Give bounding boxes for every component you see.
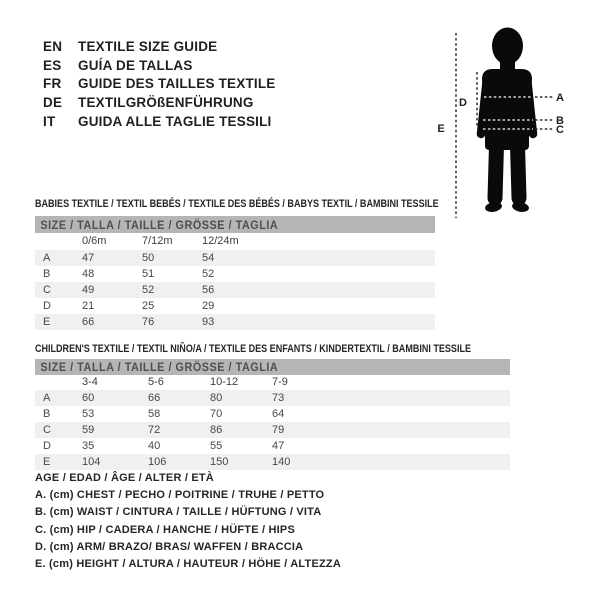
size-cell: 150: [210, 456, 229, 468]
language-label: GUÍA DE TALLAS: [78, 57, 193, 73]
size-cell: 51: [142, 268, 155, 280]
legend-height-line: E. (cm) HEIGHT / ALTURA / HAUTEUR / HÖHE / ALTEZZA: [35, 558, 341, 571]
language-label: GUIDE DES TAILLES TEXTILE: [78, 76, 276, 92]
language-row-fr: [43, 74, 276, 93]
size-cell: 21: [82, 300, 95, 312]
size-cell: 50: [142, 252, 155, 264]
size-cell: 52: [202, 268, 215, 280]
size-cell: 56: [202, 284, 215, 296]
measure-label-e: E: [437, 123, 445, 135]
language-row-de: [43, 93, 276, 112]
measure-label-c: C: [556, 124, 564, 136]
size-cell: 73: [272, 392, 285, 404]
size-cell: 140: [272, 456, 291, 468]
row-label: B: [43, 268, 51, 280]
row-label: B: [43, 408, 51, 420]
table-row: [35, 454, 510, 470]
size-cell: 49: [82, 284, 95, 296]
children-size-header-bar: SIZE / TALLA / TAILLE / GRÖSSE / TAGLIA: [35, 359, 510, 375]
size-cell: 60: [82, 392, 95, 404]
column-header: 10-12: [210, 376, 239, 388]
legend-waist-line: B. (cm) WAIST / CINTURA / TAILLE / HÜFTUNG / VITA: [35, 506, 322, 519]
table-row: [35, 298, 435, 314]
table-row: [35, 422, 510, 438]
size-cell: 66: [82, 316, 95, 328]
size-cell: 86: [210, 424, 223, 436]
babies-section-title: BABIES TEXTILE / TEXTIL BEBÉS / TEXTILE DES BÉBÉS / BABYS TEXTIL / BAMBINI TESSILE: [35, 198, 439, 210]
child-silhouette-diagram: [423, 18, 593, 223]
babies-size-header-bar: SIZE / TALLA / TAILLE / GRÖSSE / TAGLIA: [35, 216, 435, 233]
size-cell: 58: [148, 408, 161, 420]
size-cell: 72: [148, 424, 161, 436]
size-cell: 25: [142, 300, 155, 312]
size-cell: 59: [82, 424, 95, 436]
language-label: TEXTILGRÖßENFÜHRUNG: [78, 94, 254, 110]
column-header: 7-9: [272, 376, 288, 388]
legend-arm-line: D. (cm) ARM/ BRAZO/ BRAS/ WAFFEN / BRACCIA: [35, 540, 304, 553]
size-cell: 52: [142, 284, 155, 296]
size-cell: 70: [210, 408, 223, 420]
language-row-en: [43, 37, 276, 56]
language-label: GUIDA ALLE TAGLIE TESSILI: [78, 113, 272, 129]
children-section-title: CHILDREN'S TEXTILE / TEXTIL NIÑO/A / TEXTILE DES ENFANTS / KINDERTEXTIL / BAMBINI TESSILE: [35, 343, 471, 355]
measure-label-b: B: [556, 115, 564, 127]
row-label: C: [43, 284, 51, 296]
size-cell: 35: [82, 440, 95, 452]
language-label: TEXTILE SIZE GUIDE: [78, 38, 218, 54]
size-cell: 47: [82, 252, 95, 264]
size-cell: 54: [202, 252, 215, 264]
legend-hip-line: C. (cm) HIP / CADERA / HANCHE / HÜFTE / HIPS: [35, 523, 295, 536]
size-cell: 55: [210, 440, 223, 452]
language-row-es: [43, 56, 276, 75]
row-label: D: [43, 300, 51, 312]
table-row: [35, 406, 510, 422]
column-header: 7/12m: [142, 235, 173, 247]
table-row: [35, 390, 510, 406]
column-header: 12/24m: [202, 235, 239, 247]
size-cell: 29: [202, 300, 215, 312]
language-row-it: [43, 112, 276, 131]
table-row: [35, 266, 435, 282]
table-row: [35, 438, 510, 454]
row-label: A: [43, 392, 51, 404]
size-cell: 106: [148, 456, 167, 468]
legend-age-line: AGE / EDAD / ÂGE / ALTER / ETÀ: [35, 471, 214, 484]
column-header: 0/6m: [82, 235, 107, 247]
size-cell: 76: [142, 316, 155, 328]
measurement-legend: [35, 469, 341, 573]
children-textile-section: [35, 337, 510, 470]
table-row: [35, 282, 435, 298]
measure-label-a: A: [556, 92, 564, 104]
size-cell: 53: [82, 408, 95, 420]
size-cell: 66: [148, 392, 161, 404]
table-row: [35, 314, 435, 330]
language-code: ES: [43, 57, 62, 73]
row-label: E: [43, 456, 51, 468]
row-label: C: [43, 424, 51, 436]
column-header: 5-6: [148, 376, 164, 388]
measure-label-d: D: [459, 97, 467, 109]
column-header: 3-4: [82, 376, 98, 388]
table-row: [35, 250, 435, 266]
size-cell: 64: [272, 408, 285, 420]
language-code: FR: [43, 76, 62, 92]
language-list: [43, 37, 276, 130]
row-label: D: [43, 440, 51, 452]
language-code: EN: [43, 38, 63, 54]
size-cell: 40: [148, 440, 161, 452]
language-code: IT: [43, 113, 56, 129]
size-cell: 80: [210, 392, 223, 404]
babies-column-headers: [35, 233, 435, 250]
size-cell: 47: [272, 440, 285, 452]
children-column-headers: [35, 375, 510, 390]
language-code: DE: [43, 94, 63, 110]
row-label: E: [43, 316, 51, 328]
row-label: A: [43, 252, 51, 264]
size-cell: 79: [272, 424, 285, 436]
size-cell: 104: [82, 456, 101, 468]
babies-textile-section: [35, 187, 439, 330]
legend-chest-line: A. (cm) CHEST / PECHO / POITRINE / TRUHE / PETTO: [35, 488, 325, 501]
size-cell: 93: [202, 316, 215, 328]
size-cell: 48: [82, 268, 95, 280]
